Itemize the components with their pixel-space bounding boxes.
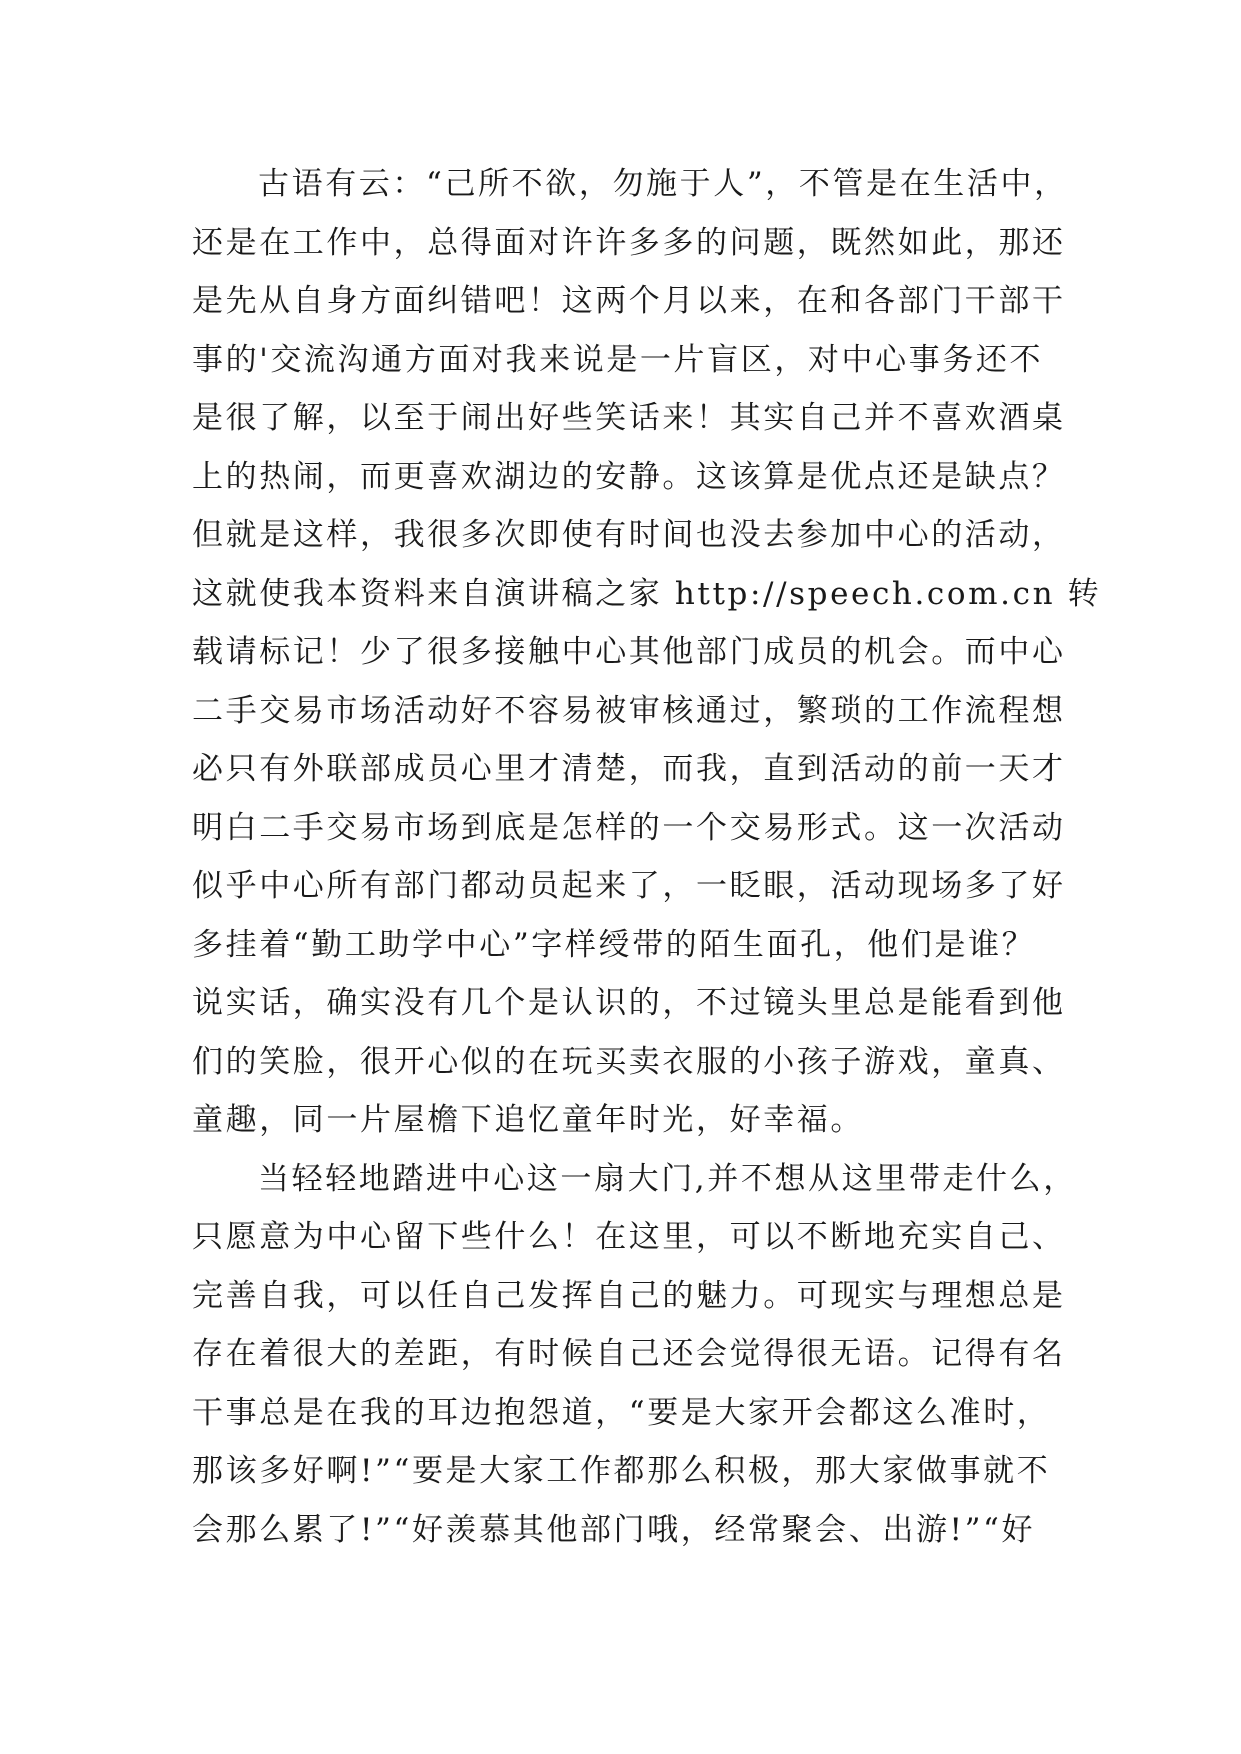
paragraph-1 [192,155,1102,1150]
text-line: 只愿意为中心留下些什么！在这里，可以不断地充实自己、 [192,1219,1066,1255]
text-line: 古语有云：“己所不欲，勿施于人”，不管是在生活中， [258,166,1068,202]
text-line: 必只有外联部成员心里才清楚，而我，直到活动的前一天才 [192,751,1066,787]
text-line: 明白二手交易市场到底是怎样的一个交易形式。这一次活动 [192,809,1066,846]
text-line: 们的笑脸，很开心似的在玩买卖衣服的小孩子游戏，童真、 [192,1043,1066,1080]
text-line: 存在着很大的差距，有时候自己还会觉得很无语。记得有名 [192,1336,1066,1372]
text-line: 还是在工作中，总得面对许许多多的问题，既然如此，那还 [192,224,1066,261]
text-line: 完善自我，可以任自己发挥自己的魅力。可现实与理想总是 [192,1277,1066,1314]
text-line: 说实话，确实没有几个是认识的，不过镜头里总是能看到他 [192,985,1066,1021]
text-line: 似乎中心所有部门都动员起来了，一眨眼，活动现场多了好 [192,868,1066,904]
text-line: 童趣，同一片屋檐下追忆童年时光，好幸福。 [192,1102,864,1138]
text-line: 载请标记！少了很多接触中心其他部门成员的机会。而中心 [192,634,1066,670]
text-line: 会那么累了!”“好羡慕其他部门哦，经常聚会、出游!”“好 [192,1511,1036,1548]
document-body [192,155,1102,1559]
paragraph-2 [192,1150,1077,1560]
text-line: 但就是这样，我很多次即使有时间也没去参加中心的活动， [192,517,1066,553]
text-line: 上的热闹，而更喜欢湖边的安静。这该算是优点还是缺点？ [192,458,1066,495]
text-line: 多挂着“勤工助学中心”字样绶带的陌生面孔，他们是谁？ [192,926,1036,963]
text-line: 是先从自身方面纠错吧！这两个月以来，在和各部门干部干 [192,283,1066,319]
text-line: 当轻轻地踏进中心这一扇大门,并不想从这里带走什么， [258,1160,1077,1197]
text-line: 那该多好啊!”“要是大家工作都那么积极，那大家做事就不 [192,1453,1051,1489]
text-line: 二手交易市场活动好不容易被审核通过，繁琐的工作流程想 [192,692,1066,729]
text-line: 是很了解，以至于闹出好些笑话来！其实自己并不喜欢酒桌 [192,400,1066,436]
text-line: 干事总是在我的耳边抱怨道，“要是大家开会都这么准时， [192,1394,1051,1431]
text-line: 事的'交流沟通方面对我来说是一片盲区，对中心事务还不 [192,341,1044,378]
text-line: 这就使我本资料来自演讲稿之家 http://speech.com.cn 转 [192,575,1102,612]
